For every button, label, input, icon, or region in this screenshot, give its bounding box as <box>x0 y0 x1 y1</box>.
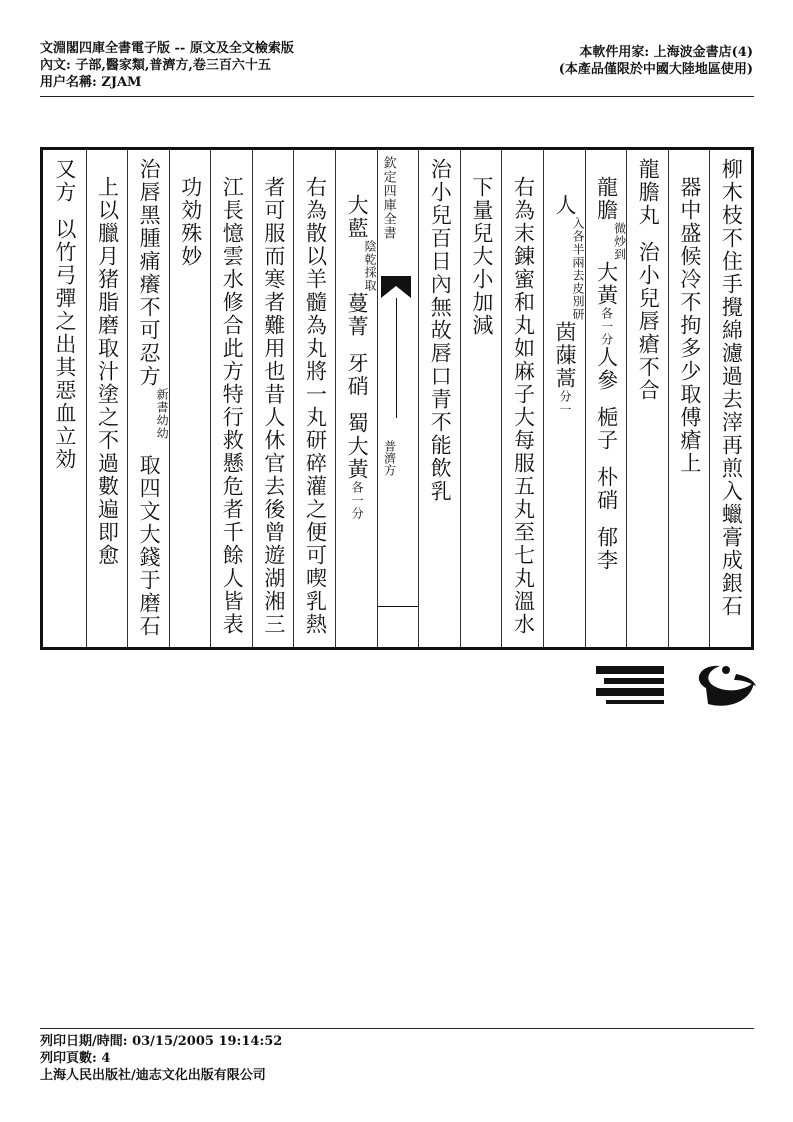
annotation: 採取 陰乾 <box>363 240 377 292</box>
app-title: 文淵閣四庫全書電子版 -- 原文及全文檢索版 <box>40 41 294 56</box>
ingredient: 蔓菁 <box>345 292 370 338</box>
text-column <box>626 150 668 647</box>
ingredient: 朴硝 <box>594 466 619 512</box>
column-text: 取四文大錢于磨石 <box>137 454 162 638</box>
text-frame <box>40 147 754 650</box>
publisher-logo-icon <box>596 660 758 710</box>
text-column <box>335 150 377 647</box>
formula-name: 又方 <box>52 158 77 204</box>
column-text: 右為末錬蜜和丸如麻子大每服五丸至七丸溫水 <box>511 176 536 636</box>
column-text: 柳木枝不住手攪綿濾過去滓再煎入蠟膏成銀石 <box>719 158 744 618</box>
indication-text: 治小兒唇瘡不合 <box>636 241 661 402</box>
text-column <box>418 150 460 647</box>
fold-title: 欽定四庫全書 <box>380 156 396 240</box>
column-text: 下量兒大小加減 <box>469 176 494 337</box>
text-column <box>86 150 128 647</box>
annotation: 各一分 <box>350 481 365 520</box>
fold-column <box>377 150 419 647</box>
annotation: 到 微炒 <box>612 222 627 261</box>
text-column <box>44 150 86 647</box>
text-column <box>210 150 252 647</box>
column-text: 者可服而寒者難用也昔人休官去後曾遊湖湘三 <box>261 176 286 636</box>
ingredient: 蜀大黃 <box>345 412 370 481</box>
column-text: 治小兒百日內無故唇口青不能飲乳 <box>428 158 453 503</box>
text-column <box>709 150 751 647</box>
ingredient: 人 <box>553 194 578 217</box>
header-right <box>559 44 753 78</box>
header-rule <box>40 96 754 97</box>
footer <box>40 1033 282 1084</box>
publisher-label: 上海人民出版社/迪志文化出版有限公司 <box>40 1068 266 1083</box>
ingredient: 梔子 <box>594 406 619 452</box>
text-column <box>501 150 543 647</box>
ingredient: 茵蔯蒿 <box>553 321 578 390</box>
annotation: 去皮別研 入各半兩 <box>571 217 585 321</box>
ingredient: 牙硝 <box>345 352 370 398</box>
annotation: 幼幼 新書 <box>155 388 169 440</box>
text-column <box>543 150 585 647</box>
print-pages: 列印頁數: 4 <box>40 1051 111 1066</box>
ingredient: 龍膽 <box>594 176 619 222</box>
fishtail-icon <box>381 276 411 298</box>
ingredient: 大黃 <box>594 261 619 307</box>
column-text: 江長憶雲水修合此方特行救懸危者千餘人皆表 <box>220 176 245 636</box>
text-column <box>252 150 294 647</box>
user-label: 用户名稱: ZJAM <box>40 75 142 90</box>
formula-name: 治唇黑腫痛癢不可忍方 <box>137 158 162 388</box>
ingredient: 郁李 <box>594 526 619 572</box>
ingredient: 大藍 <box>345 194 370 240</box>
book-title: 普濟方 <box>382 440 397 476</box>
annotation: 分一 <box>558 390 573 416</box>
text-column <box>169 150 211 647</box>
column-text: 以竹弓彈之出其惡血立効 <box>52 218 77 471</box>
text-column <box>127 150 169 647</box>
text-column <box>293 150 335 647</box>
text-column <box>668 150 710 647</box>
footer-rule <box>40 1028 754 1029</box>
ingredient: 人參 <box>594 346 619 392</box>
annotation: 各一分 <box>599 307 614 346</box>
fold-divider <box>396 298 397 418</box>
content-label: 內文: 子部,醫家類,普濟方,卷三百六十五 <box>40 58 271 73</box>
restriction-label: (本產品僅限於中國大陸地區使用) <box>558 62 753 77</box>
column-text: 上以臘月猪脂磨取汁塗之不過數遍即愈 <box>95 176 120 567</box>
column-text: 右為散以羊髓為丸將一丸研碎灌之便可喫乳熱 <box>303 176 328 636</box>
print-datetime: 列印日期/時間: 03/15/2005 19:14:52 <box>40 1034 283 1049</box>
text-column <box>585 150 627 647</box>
column-text: 器中盛候冷不拘多少取傅瘡上 <box>677 176 702 475</box>
column-text: 功効殊妙 <box>178 176 203 268</box>
text-column <box>460 150 502 647</box>
formula-name: 龍膽丸 <box>636 158 661 227</box>
header-left <box>40 40 294 91</box>
fold-rule <box>378 606 419 607</box>
licensee-label: 本軟件用家: 上海波金書店(4) <box>579 45 753 60</box>
